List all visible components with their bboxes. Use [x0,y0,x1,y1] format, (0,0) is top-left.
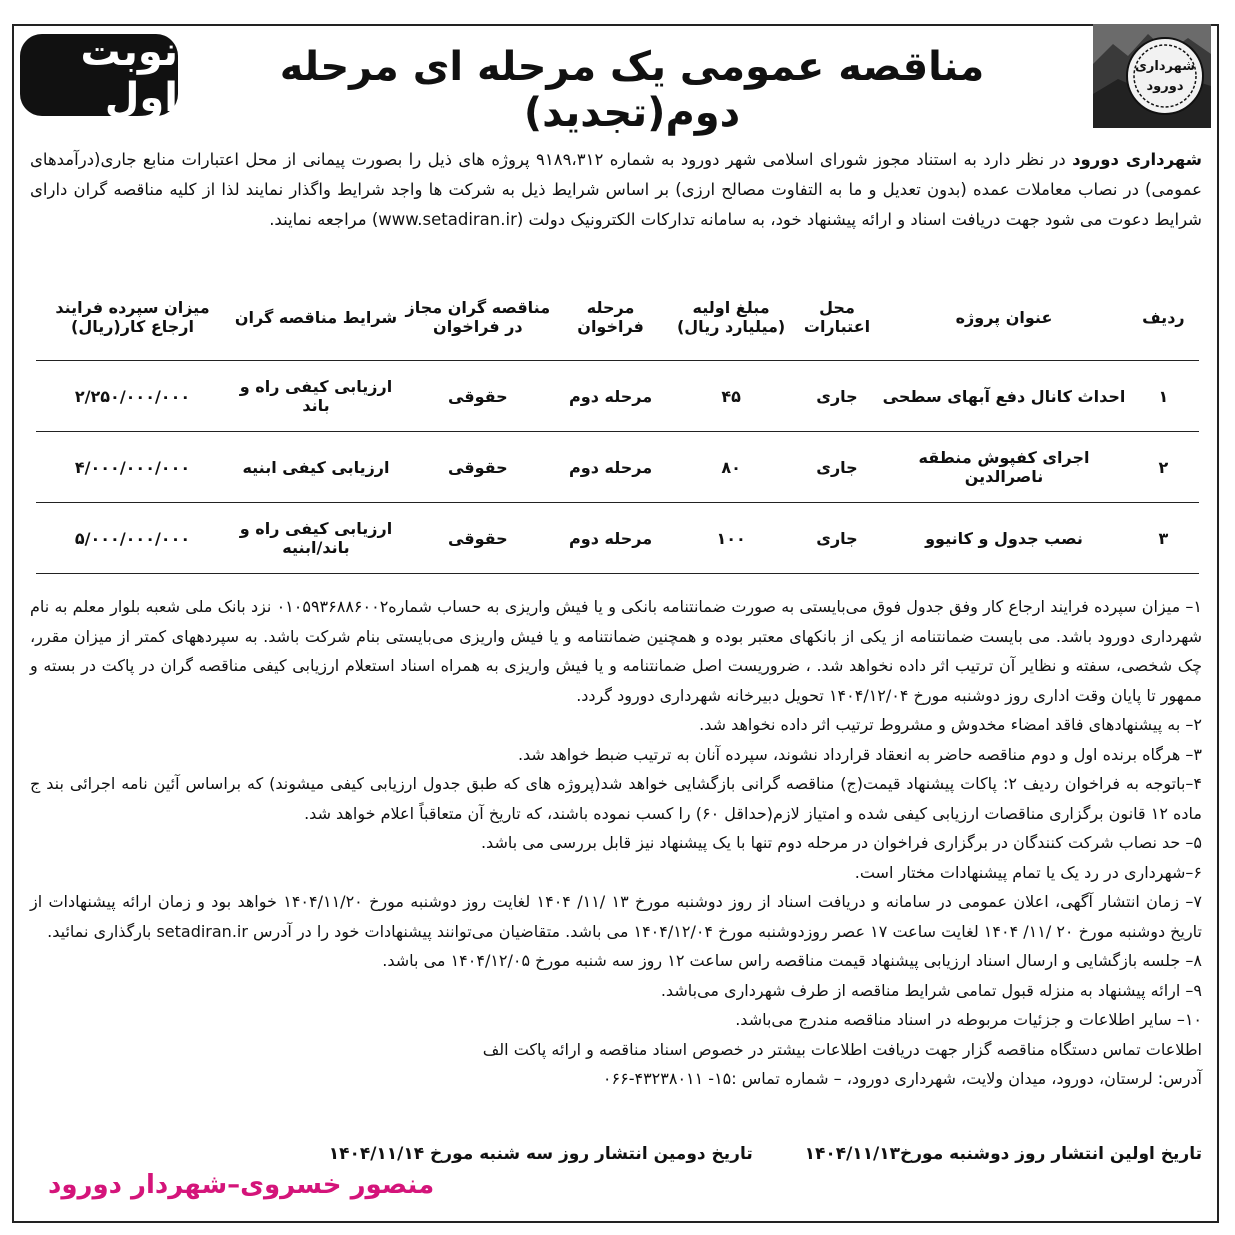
col-credit: محل اعتبارات [794,274,881,361]
table-row [36,503,1199,574]
notes-list [30,592,1202,1094]
cell-stage: مرحله دوم [553,503,669,574]
note-item: ۴–باتوجه به فراخوان ردیف ۲: پاکات پیشنهاد قیمت(ج) مناقصه گرانی بازگشایی خواهد شد(پروژه های که طبق جدول ارزیابی کیفی میشوند) که براساس آئین نامه اجرائی بند ج ماده ۱۲ قانون برگزاری مناقصات ارزیابی کیفی شده و امتیاز لازم(حداقل ۶۰) را کسب نموده باشند، که تاریخ آن متعاقباً اعلام خواهد شد. [30,774,1202,823]
cell-title: نصب جدول و کانیوو [880,503,1127,574]
cell-conditions: ارزیابی کیفی ابنیه [229,432,403,503]
col-amount: مبلغ اولیه (میلیارد ریال) [668,274,793,361]
cell-title: احداث کانال دفع آبهای سطحی [880,361,1127,432]
note-item: ۱۰– سایر اطلاعات و جزئیات مربوطه در اسناد مناقصه مندرج می‌باشد. [735,1010,1202,1029]
cell-bidders: حقوقی [403,503,553,574]
header [12,24,1219,136]
cell-row: ۱ [1128,361,1199,432]
cell-credit: جاری [794,503,881,574]
cell-amount: ۱۰۰ [668,503,793,574]
table-row [36,361,1199,432]
note-item: ۱– میزان سپرده فرایند ارجاع کار وفق جدول فوق می‌بایستی به صورت ضمانتنامه بانکی و یا فیش واریزی به حساب شماره۰۱۰۵۹۳۶۸۸۶۰۰۲ نزد بانک ملی شعبه بلوار معلم به نام شهرداری دورود باشد. می بایست ضمانتنامه از یکی از بانکهای معتبر بوده و همچنین ضمانتنامه و یا فیش واریزی می‌بایستی بنام شرکت باشد. به سپردههای کمتر از میزان مقرر، چک شخصی، سفته و نظایر آن ترتیب اثر داده نخواهد شد. ، ضروریست اصل ضمانتنامه و یا فیش واریزی به همراه اسناد استعلام ارزیابی کیفی مناقصه گران در پاکت در بسته و ممهور تا پایان وقت اداری روز دوشنبه مورخ ۱۴۰۴/۱۲/۰۴ تحویل دبیرخانه شهرداری دورود گردد. [30,597,1202,705]
cell-deposit: ۵/۰۰۰/۰۰۰/۰۰۰ [36,503,229,574]
cell-row: ۲ [1128,432,1199,503]
intro-text: در نظر دارد به استناد مجوز شورای اسلامی شهر دورود به شماره ۹۱۸۹،۳۱۲ پروژه های ذیل را بصورت پیمانی از محل اعتبارات منابع جاری(درآمدهای عمومی) در نصاب معاملات عمده (بدون تعدیل و ما به التفاوت مصالح ارزی) بر اساس شرایط ذیل به شرکت ها واجد شرایط واگذار نمایند لذا از کلیه مناقصه گران دارای شرایط دعوت می شود جهت دریافت اسناد و ارائه پیشنهاد خود، به سامانه تدارکات الکترونیک دولت (www.setadiran.ir) مراجعه نمایند. [30,150,1202,229]
publication-dates [30,1141,1202,1167]
cell-amount: ۴۵ [668,361,793,432]
cell-stage: مرحله دوم [553,361,669,432]
col-stage: مرحله فراخوان [553,274,669,361]
cell-bidders: حقوقی [403,432,553,503]
col-deposit: میزان سپرده فرایند ارجاع کار(ریال) [36,274,229,361]
cell-deposit: ۴/۰۰۰/۰۰۰/۰۰۰ [36,432,229,503]
logo-image [1093,24,1211,128]
cell-conditions: ارزیابی کیفی راه و باند [229,361,403,432]
mayor-signature: منصور خسروی–شهردار دورود [48,1170,435,1200]
note-item: ۳– هرگاه برنده اول و دوم مناقصه حاضر به انعقاد قرارداد نشوند، سپرده آنان به ترتیب ضبط خواهد شد. [517,744,1202,764]
cell-amount: ۸۰ [668,432,793,503]
cell-title: اجرای کفپوش منطقه ناصرالدین [880,432,1127,503]
table-row [36,432,1199,503]
svg-text:دورود: دورود [1146,79,1184,94]
cell-conditions: ارزیابی کیفی راه و باند/ابنیه [229,503,403,574]
col-row: ردیف [1128,274,1199,361]
note-item: ۵– حد نصاب شرکت کنندگان در برگزاری فراخوان در مرحله دوم تنها با یک پیشنهاد نیز قابل بررسی می باشد. [480,833,1202,852]
first-publication: تاریخ اولین انتشار روز دوشنبه مورخ۱۴۰۴/۱۱/۱۳ [804,1144,1202,1164]
note-item: ۶–شهرداری در رد یک یا تمام پیشنهادات مختار است. [854,862,1202,882]
note-item: ۹– ارائه پیشنهاد به منزله قبول تمامی شرایط مناقصه از طرف شهرداری می‌باشد. [660,980,1202,1000]
note-item: ۲– به پیشنهادهای فاقد امضاء مخدوش و مشروط ترتیب اثر داده نخواهد شد. [699,715,1202,734]
table-header-row [36,274,1199,361]
org-name: شهرداری دورود [1072,150,1202,169]
projects-table [36,274,1199,574]
svg-text:شهرداری: شهرداری [1135,59,1195,74]
cell-bidders: حقوقی [403,361,553,432]
cell-row: ۳ [1128,503,1199,574]
cell-stage: مرحله دوم [553,432,669,503]
col-conditions: شرایط مناقصه گران [229,274,403,361]
address-info: آدرس: لرستان، دورود، میدان ولایت، شهرداری دورود، – شماره تماس :۱۵- ۴۳۲۳۸۰۱۱-۰۶۶ [602,1069,1202,1088]
round-badge: نوبت اول [20,34,178,116]
cell-credit: جاری [794,361,881,432]
col-title: عنوان پروژه [880,274,1127,361]
col-bidders: مناقصه گران مجاز در فراخوان [403,274,553,361]
cell-deposit: ۲/۲۵۰/۰۰۰/۰۰۰ [36,361,229,432]
cell-credit: جاری [794,432,881,503]
intro-paragraph [30,145,1202,235]
municipality-logo [1093,24,1211,128]
contact-info: اطلاعات تماس دستگاه مناقصه گزار جهت دریافت اطلاعات بیشتر در خصوص اسناد مناقصه و ارائه پاکت الف [482,1039,1202,1059]
note-item: ۸– جلسه بازگشایی و ارسال اسناد ارزیابی پیشنهاد قیمت مناقصه راس ساعت ۱۲ روز سه شنبه مورخ ۱۴۰۴/۱۲/۰۵ می باشد. [382,951,1202,970]
note-item: ۷– زمان انتشار آگهی، اعلان عمومی در سامانه و دریافت اسناد از روز دوشنبه مورخ ۱۳ /۱۱/ ۱۴۰۴ لغایت روز دوشنبه مورخ ۱۴۰۴/۱۱/۲۰ خواهد بود و زمان ارائه پیشنهادات از تاریخ دوشنبه مورخ ۲۰ /۱۱/ ۱۴۰۴ لغایت ساعت ۱۷ عصر روزدوشنبه مورخ ۱۴۰۴/۱۲/۰۴ می باشد. متقاضیان می‌توانند پیشنهادات خود را در آدرس setadiran.ir بارگذاری نمائید. [30,892,1203,941]
second-publication: تاریخ دومین انتشار روز سه شنبه مورخ ۱۴۰۴/۱۱/۱۴ [328,1144,753,1164]
page-title: مناقصه عمومی یک مرحله ای مرحله دوم(تجدید) [279,44,985,136]
